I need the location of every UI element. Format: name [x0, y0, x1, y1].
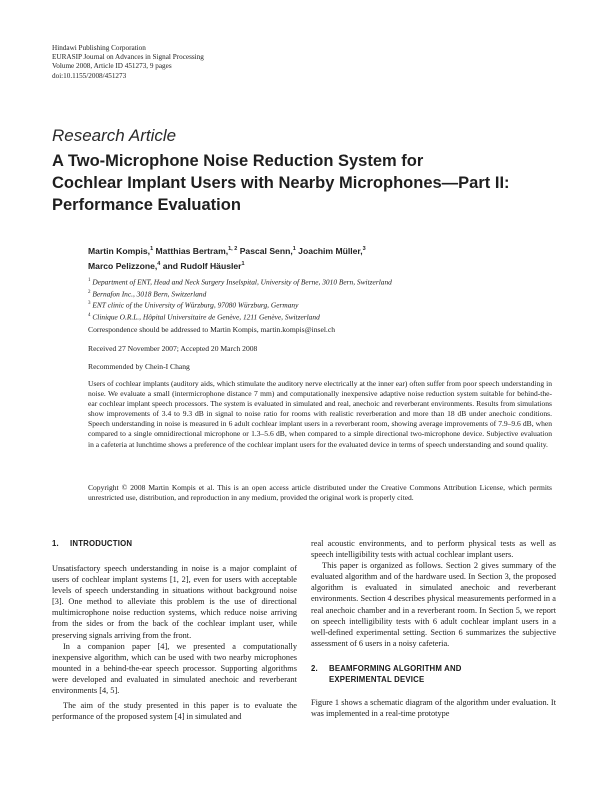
publisher: Hindawi Publishing Corporation: [52, 44, 146, 52]
author-affiliation-mark: 3: [362, 246, 366, 252]
section-title-cont: EXPERIMENTAL DEVICE: [329, 674, 425, 684]
title-line-1: A Two-Microphone Noise Reduction System for: [52, 152, 424, 170]
affiliation-mark: 4: [88, 313, 91, 319]
affiliation-text: Bernafon Inc., 3018 Bern, Switzerland: [90, 289, 207, 299]
paragraph: Figure 1 shows a schematic diagram of the algorithm under evaluation. It was implemented in a real-time prototype: [311, 697, 556, 719]
author-affiliation-mark: 1, 2: [228, 246, 238, 252]
section-number: 1.: [52, 539, 59, 548]
journal-name: EURASIP Journal on Advances in Signal Processing: [52, 53, 204, 62]
section-heading-beamforming: [311, 663, 556, 685]
section-number: 2.: [311, 663, 318, 673]
author-name: Matthias Bertram,: [153, 245, 229, 256]
author-line-2: [88, 258, 558, 273]
paragraph: Unsatisfactory speech understanding in noise is a major complaint of users of cochlear implant systems [1, 2], even for users with acceptable levels of speech understanding in situations without background noise [3]. One method to alleviate this problem is the use of directional multimicrophone noise reduction systems, which reduce noise arriving from the sides or from the back of the cochlear implant user, while preserving signals arriving from the front.: [52, 564, 297, 640]
author-line-1: [88, 243, 558, 258]
title-line-2: Cochlear Implant Users with Nearby Microphones—Part II:: [52, 174, 510, 192]
author-affiliation-mark: 1: [241, 260, 245, 267]
volume-info: Volume 2008, Article ID 451273, 9 pages: [52, 62, 172, 71]
section-heading-introduction: [52, 538, 297, 549]
section-title: BEAMFORMING ALGORITHM AND: [329, 663, 462, 673]
affiliation: [88, 299, 558, 311]
left-column: [52, 538, 297, 722]
affiliation-text: ENT clinic of the University of Würzburg, 97080 Würzburg, Germany: [90, 300, 299, 310]
affiliation-text: Clinique O.R.L., Hôpital Universitaire de Genève, 1211 Genève, Switzerland: [90, 312, 320, 322]
right-column: [311, 538, 556, 719]
abstract: Users of cochlear implants (auditory aids, which stimulate the auditory nerve electrically at the inner ear) often suffer from poor speech understanding in noise. We evaluate a small (intermicrophone distance 7 mm) and computationally inexpensive adaptive noise reduction system suitable for behind-the-ear cochlear implant speech processors. The system is evaluated in simulated and real, anechoic and reverberant environments. Results from simulations show improvements of 3.4 to 9.3 dB in signal to noise ratio for rooms with realistic reverberation and more than 18 dB under anechoic conditions. Speech understanding in noise is measured in 6 adult cochlear implant users in a reverberant room, showing average improvements of 7.9–9.6 dB, when compared to a single omnidirectional microphone or 1.3–5.6 dB, when compared to a simple directional two-microphone device. Subjective evaluation in a cafeteria at lunchtime shows a preference of the cochlear implant users for the evaluated device in terms of speech understanding and sound quality.: [88, 379, 552, 449]
received-dates: Received 27 November 2007; Accepted 20 March 2008: [88, 344, 258, 353]
affiliation: [88, 276, 558, 288]
affiliation-mark: 1: [88, 278, 91, 283]
correspondence-line[interactable]: Correspondence should be addressed to Martin Kompis, martin.kompis@insel.ch: [88, 325, 335, 334]
author-name: and Rudolf Häusler: [160, 260, 242, 271]
affiliation-mark: 2: [88, 289, 91, 295]
title-line-3: Performance Evaluation: [52, 196, 241, 214]
affiliation-mark: 3: [88, 301, 91, 307]
paragraph: real acoustic environments, and to perform physical tests as well as speech intelligibility tests with actual cochlear implant users.: [311, 539, 556, 560]
paper-title: [52, 150, 572, 216]
affiliation: [88, 288, 558, 300]
recommended-by: Recommended by Chein-I Chang: [88, 362, 190, 371]
copyright-notice: Copyright © 2008 Martin Kompis et al. This is an open access article distributed under the Creative Commons Attribution License, which permits unrestricted use, distribution, and reproduction in any medium, provided the original work is properly cited.: [88, 483, 552, 503]
affiliation-list: [88, 276, 558, 323]
author-name: Martin Kompis,: [88, 245, 151, 256]
article-type: Research Article: [52, 126, 177, 145]
paragraph: The aim of the study presented in this paper is to evaluate the performance of the proposed system [4] in simulated and: [52, 701, 297, 722]
journal-header: [52, 44, 204, 81]
author-name: Marco Pelizzone,: [88, 260, 158, 271]
affiliation-text: Department of ENT, Head and Neck Surgery Inselspital, University of Berne, 3010 Bern, Switzerland: [90, 277, 392, 287]
author-name: Joachim Müller,: [295, 245, 363, 256]
author-affiliation-mark: 1: [150, 246, 154, 252]
author-list: [88, 243, 558, 273]
author-affiliation-mark: 4: [157, 260, 161, 267]
doi[interactable]: doi:10.1155/2008/451273: [52, 71, 127, 80]
paragraph: This paper is organized as follows. Section 2 gives summary of the evaluated algorithm and of the hardware used. In Section 3, the proposed algorithm is evaluated in simulated anechoic and reverberant environments. Section 4 describes physical measurements performed in a real anechoic chamber and in a reverberant room. In Section 5, we report on speech intelligibility tests with 6 adult cochlear implant users in a well-defined experimental setting. Section 6 summarizes the subjective assessment of 6 users in a noisy cafeteria.: [311, 561, 556, 648]
affiliation: [88, 311, 558, 323]
author-affiliation-mark: 1: [292, 246, 296, 252]
section-title: INTRODUCTION: [70, 539, 133, 548]
paragraph: In a companion paper [4], we presented a computationally inexpensive algorithm, which can be used with two nearby microphones mounted in a behind-the-ear speech processor. Supporting algorithms were developed and evaluated in simulated anechoic and reverberant environments [4, 5].: [52, 641, 297, 696]
author-name: Pascal Senn,: [237, 245, 293, 256]
